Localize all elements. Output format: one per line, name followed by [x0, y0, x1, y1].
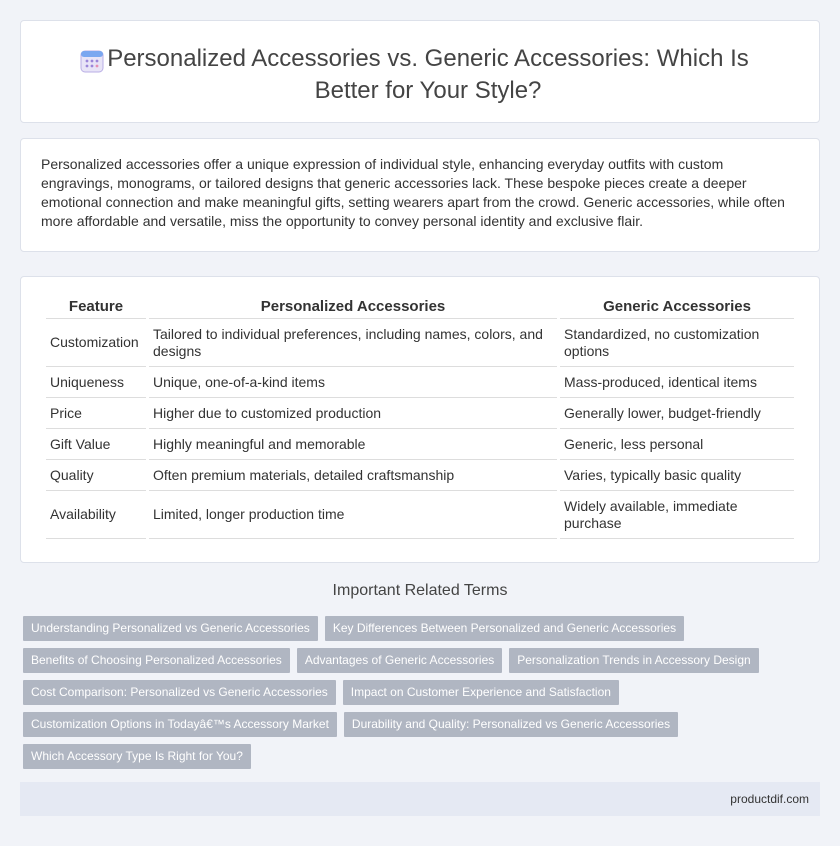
related-term-tag[interactable]: Key Differences Between Personalized and Generic Accessories — [325, 616, 684, 641]
related-term-tag[interactable]: Understanding Personalized vs Generic Accessories — [23, 616, 318, 641]
table-cell: Often premium materials, detailed craftsmanship — [149, 460, 557, 491]
related-terms-title: Important Related Terms — [332, 582, 508, 599]
related-terms-list — [23, 616, 813, 776]
table-row — [46, 429, 794, 460]
column-header: Personalized Accessories — [149, 293, 557, 319]
table-cell: Customization — [46, 319, 146, 367]
tag-row — [23, 616, 813, 641]
related-term-tag[interactable]: Cost Comparison: Personalized vs Generic Accessories — [23, 680, 336, 705]
table-cell: Varies, typically basic quality — [560, 460, 794, 491]
table-cell: Higher due to customized production — [149, 398, 557, 429]
related-term-tag[interactable]: Customization Options in Todayâ€™s Accessory Market — [23, 712, 337, 737]
tag-row — [23, 712, 813, 737]
tag-row — [23, 648, 813, 673]
table-row — [46, 460, 794, 491]
table-cell: Highly meaningful and memorable — [149, 429, 557, 460]
table-cell: Uniqueness — [46, 367, 146, 398]
comparison-table — [43, 293, 797, 539]
footer — [20, 782, 820, 816]
table-cell: Price — [46, 398, 146, 429]
table-row — [46, 491, 794, 539]
column-header: Generic Accessories — [560, 293, 794, 319]
table-cell: Availability — [46, 491, 146, 539]
related-term-tag[interactable]: Durability and Quality: Personalized vs Generic Accessories — [344, 712, 678, 737]
table-cell: Unique, one-of-a-kind items — [149, 367, 557, 398]
table-row — [46, 367, 794, 398]
table-cell: Generic, less personal — [560, 429, 794, 460]
related-term-tag[interactable]: Advantages of Generic Accessories — [297, 648, 502, 673]
related-term-tag[interactable]: Benefits of Choosing Personalized Accessories — [23, 648, 290, 673]
table-cell: Generally lower, budget-friendly — [560, 398, 794, 429]
table-row — [46, 398, 794, 429]
table-header-row — [46, 293, 794, 319]
intro-paragraph: Personalized accessories offer a unique expression of individual style, enhancing everyday outfits with custom engravings, monograms, or tailored designs that generic accessories lack. These bespoke pieces create a deeper emotional connection and make meaningful gifts, setting wearers apart from the crowd. Generic accessories, while often more affordable and versatile, miss the opportunity to convey personal identity and exclusive flair. — [41, 156, 785, 229]
table-cell: Widely available, immediate purchase — [560, 491, 794, 539]
table-cell: Tailored to individual preferences, including names, colors, and designs — [149, 319, 557, 367]
table-row — [46, 319, 794, 367]
table-cell: Mass-produced, identical items — [560, 367, 794, 398]
comparison-table-card — [20, 276, 820, 563]
table-cell: Standardized, no customization options — [560, 319, 794, 367]
table-cell: Limited, longer production time — [149, 491, 557, 539]
tag-row — [23, 744, 813, 769]
table-cell: Gift Value — [46, 429, 146, 460]
related-term-tag[interactable]: Impact on Customer Experience and Satisfaction — [343, 680, 619, 705]
intro-card — [20, 138, 820, 252]
column-header: Feature — [46, 293, 146, 319]
tag-row — [23, 680, 813, 705]
header-card — [20, 20, 820, 123]
page-title: Personalized Accessories vs. Generic Accessories: Which Is Better for Your Style? — [107, 45, 749, 104]
related-term-tag[interactable]: Which Accessory Type Is Right for You? — [23, 744, 251, 769]
related-term-tag[interactable]: Personalization Trends in Accessory Design — [509, 648, 758, 673]
footer-site[interactable]: productdif.com — [730, 792, 809, 806]
table-cell: Quality — [46, 460, 146, 491]
